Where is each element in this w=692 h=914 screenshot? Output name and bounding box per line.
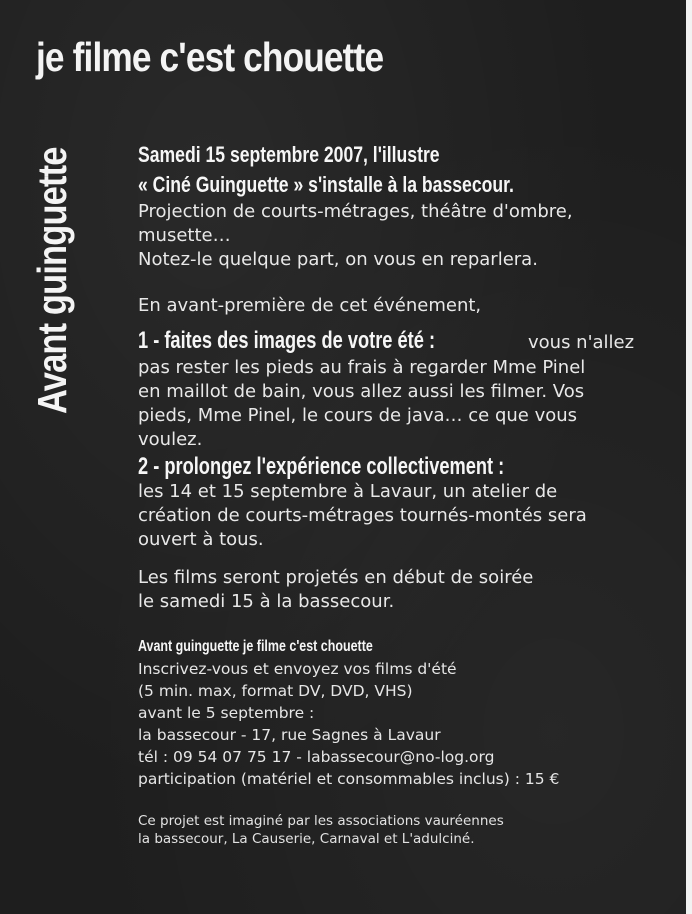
registration-contact: tél : 09 54 07 75 17 - labassecour@no-log.org	[138, 748, 495, 766]
screening-line-2: le samedi 15 à la bassecour.	[138, 591, 395, 612]
registration-section	[138, 636, 678, 790]
point-1-line: pieds, Mme Pinel, le cours de java… ce que vous	[138, 405, 578, 426]
flyer-content	[138, 140, 678, 848]
point-2-heading: 2 - prolongez l'expérience collectivement :	[138, 453, 505, 480]
footer-line-1: Ce projet est imaginé par les associations vauréennes	[138, 813, 504, 829]
point-2-line: les 14 et 15 septembre à Lavaur, un atelier de	[138, 481, 558, 502]
registration-line: la bassecour - 17, rue Sagnes à Lavaur	[138, 726, 441, 744]
registration-line: Inscrivez-vous et envoyez vos films d'été	[138, 660, 457, 678]
page-edge	[686, 0, 692, 914]
flyer-title: je filme c'est chouette	[36, 34, 384, 80]
intro-text-1: Projection de courts-métrages, théâtre d'ombre,	[138, 201, 573, 222]
intro-headline-1: Samedi 15 septembre 2007, l'illustre	[138, 142, 440, 167]
intro-text-3: Notez-le quelque part, on vous en reparlera.	[138, 249, 538, 270]
footer-line-2: la bassecour, La Causerie, Carnaval et L'adulciné.	[138, 831, 475, 847]
intro-headline-2: « Ciné Guinguette » s'installe à la bassecour.	[138, 172, 514, 197]
point-2-line: création de courts-métrages tournés-montés sera	[138, 505, 587, 526]
point-1-line: voulez.	[138, 429, 203, 450]
intro-section	[138, 140, 678, 272]
screening-info	[138, 566, 678, 614]
registration-line: (5 min. max, format DV, DVD, VHS)	[138, 682, 413, 700]
registration-line: participation (matériel et consommables inclus) : 15 €	[138, 770, 560, 788]
registration-line: avant le 5 septembre :	[138, 704, 315, 722]
point-1-heading: 1 - faites des images de votre été :	[138, 327, 436, 354]
point-1-line: pas rester les pieds au frais à regarder Mme Pinel	[138, 357, 586, 378]
vertical-title-text: Avant guinguette	[29, 147, 75, 414]
registration-heading: Avant guinguette je filme c'est chouette	[138, 638, 373, 655]
point-1	[138, 328, 678, 452]
point-1-lead: vous n'allez	[528, 332, 635, 353]
footer-credits	[138, 812, 678, 848]
vertical-title	[29, 84, 75, 414]
point-2	[138, 452, 678, 552]
point-1-line: en maillot de bain, vous allez aussi les filmer. Vos	[138, 381, 585, 402]
premiere-line: En avant-première de cet événement,	[138, 295, 482, 316]
point-2-line: ouvert à tous.	[138, 529, 264, 550]
intro-text-2: musette…	[138, 225, 231, 246]
screening-line-1: Les films seront projetés en début de soirée	[138, 567, 534, 588]
